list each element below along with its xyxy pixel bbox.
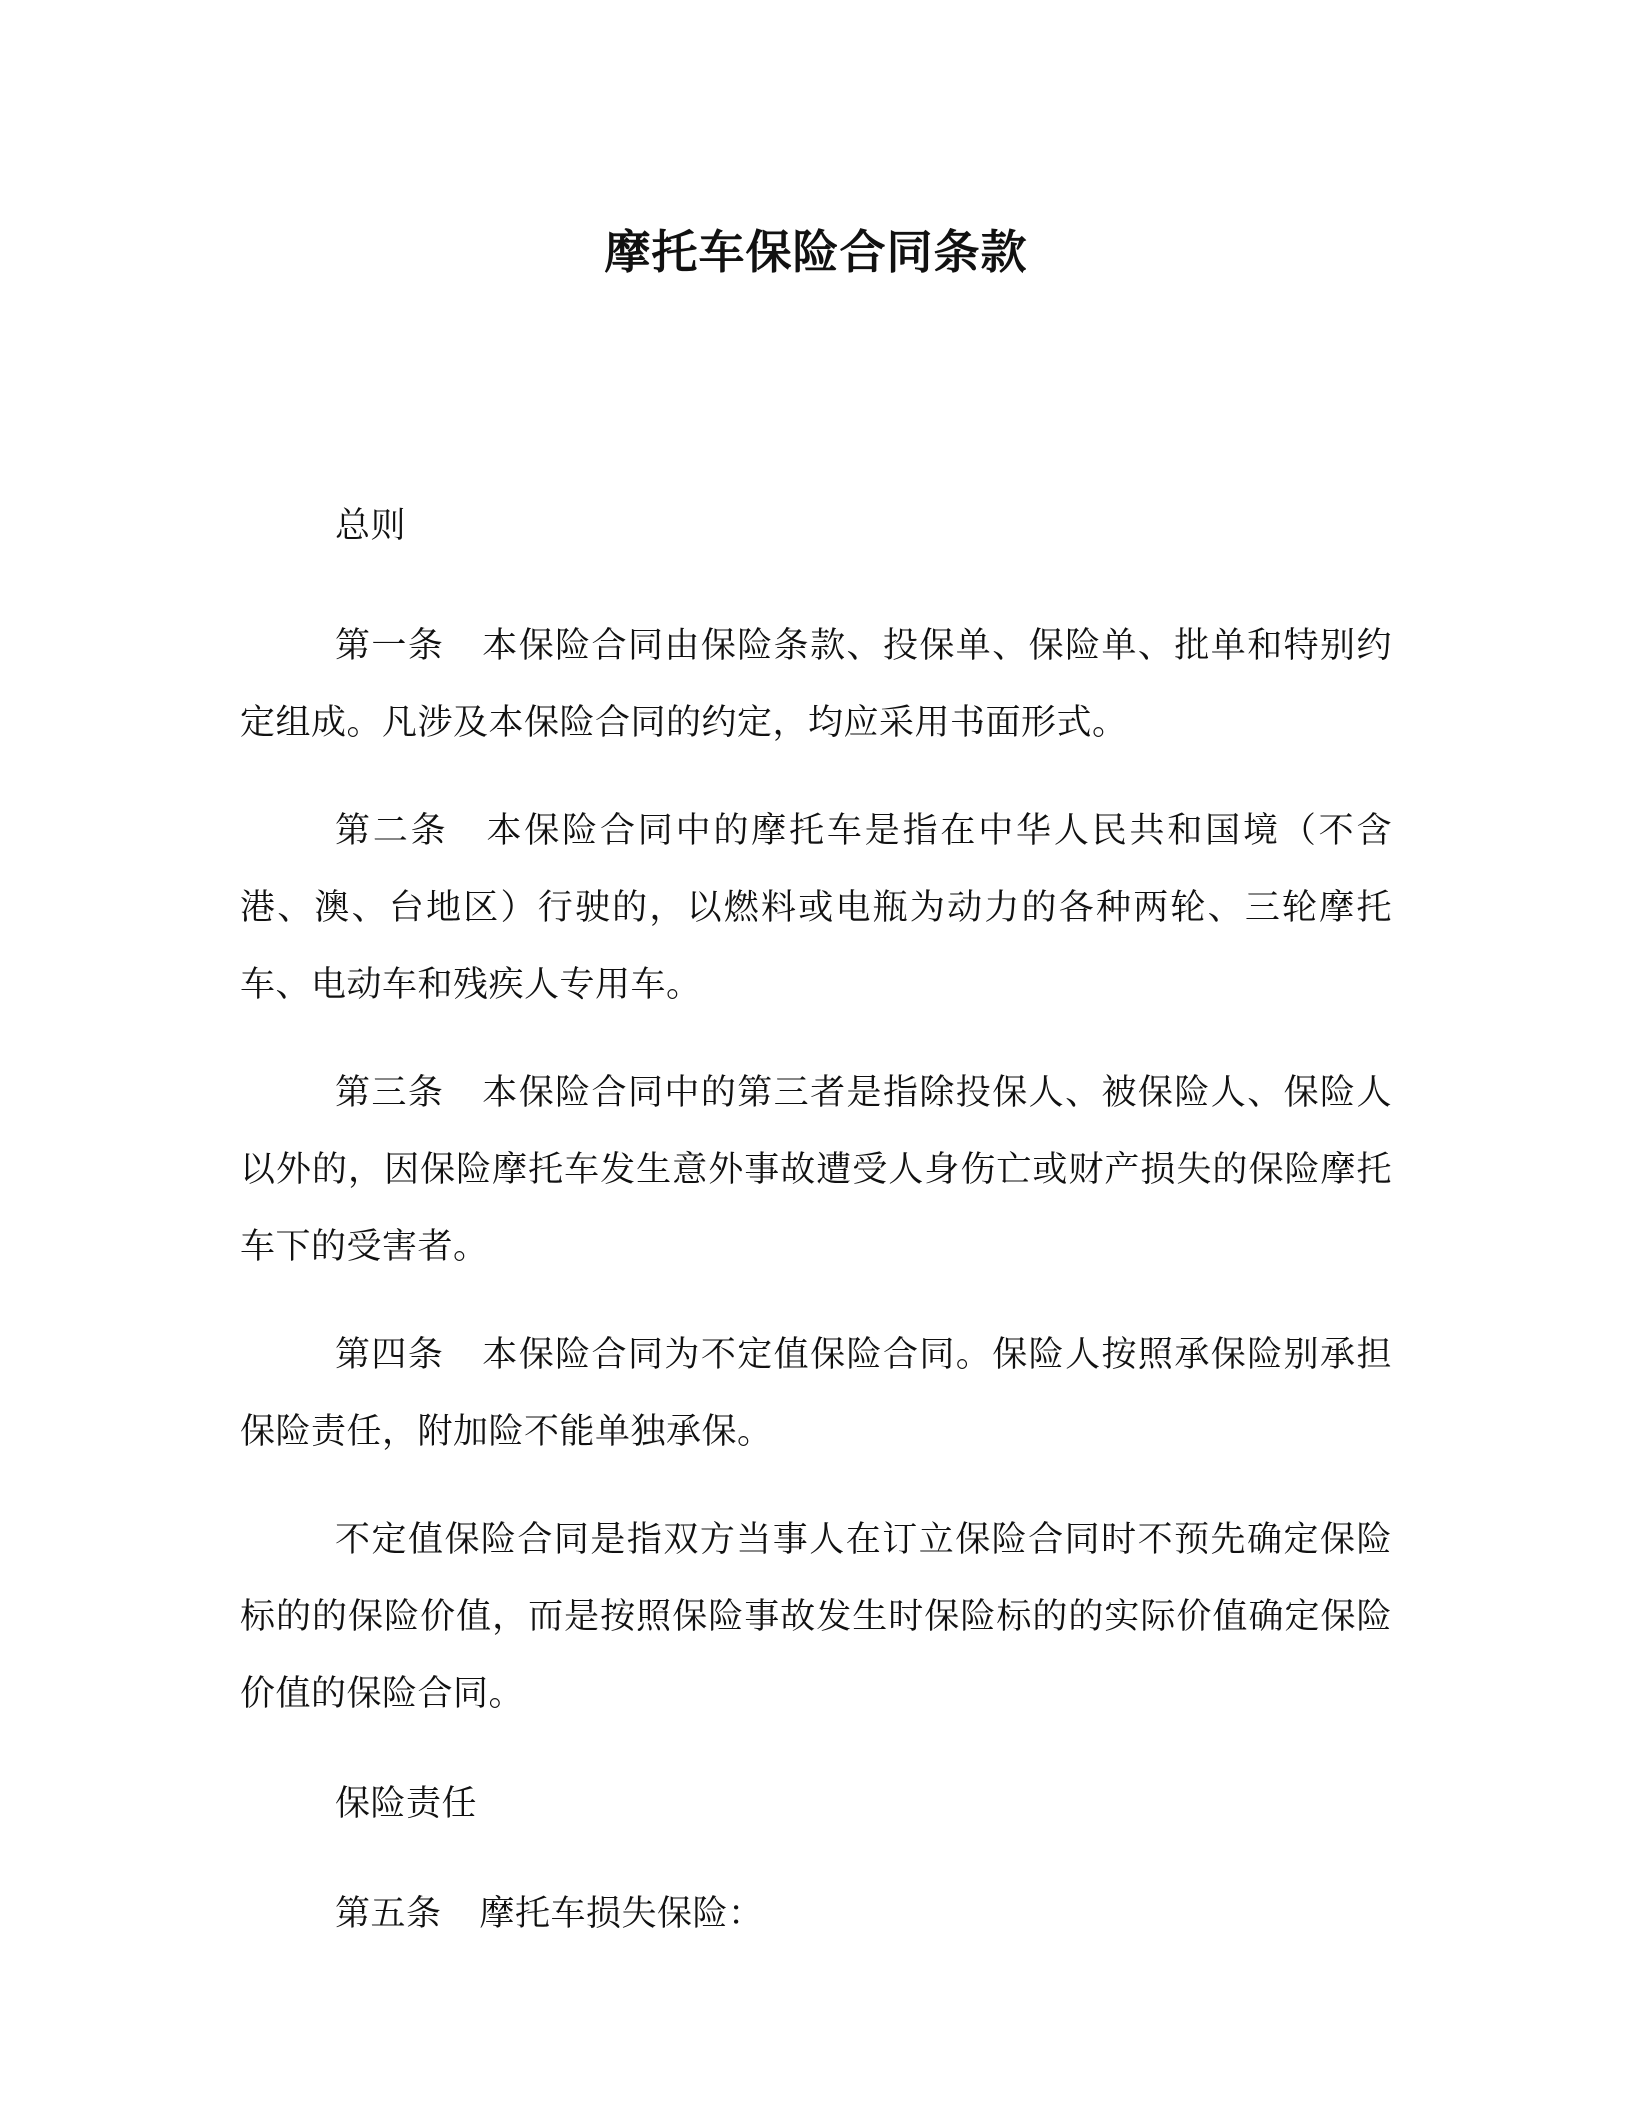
article-text: 摩托车损失保险： <box>479 1894 764 1934</box>
article-number: 第五条 <box>335 1894 442 1934</box>
article-5 <box>240 1876 1392 1953</box>
article-1 <box>240 608 1392 762</box>
article-text: 本保险合同由保险条款、投保单、保险单、批单和特别约定组成。凡涉及本保险合同的约定，均应采用书面形式。 <box>240 626 1392 743</box>
article-number: 第二条 <box>335 811 449 851</box>
article-number: 第四条 <box>335 1335 445 1375</box>
article-text: 本保险合同中的摩托车是指在中华人民共和国境（不含港、澳、台地区）行驶的，以燃料或电瓶为动力的各种两轮、三轮摩托车、电动车和残疾人专用车。 <box>240 811 1392 1005</box>
article-number: 第三条 <box>335 1073 445 1113</box>
section-heading-general: 总则 <box>335 506 407 546</box>
article-4 <box>240 1317 1392 1471</box>
document-body <box>240 488 1392 1953</box>
section-heading-liability: 保险责任 <box>335 1784 478 1824</box>
article-3 <box>240 1055 1392 1286</box>
document-title: 摩托车保险合同条款 <box>604 225 1028 279</box>
article-text: 本保险合同为不定值保险合同。保险人按照承保险别承担保险责任，附加险不能单独承保。 <box>240 1335 1392 1452</box>
article-2 <box>240 793 1392 1024</box>
definition-note: 不定值保险合同是指双方当事人在订立保险合同时不预先确定保险标的的保险价值，而是按照保险事故发生时保险标的的实际价值确定保险价值的保险合同。 <box>240 1520 1392 1714</box>
article-number: 第一条 <box>335 626 445 666</box>
article-text: 本保险合同中的第三者是指除投保人、被保险人、保险人以外的，因保险摩托车发生意外事故遭受人身伤亡或财产损失的保险摩托车下的受害者。 <box>240 1073 1392 1267</box>
